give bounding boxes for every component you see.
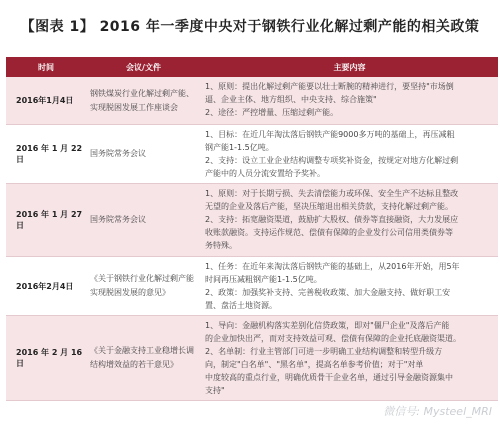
content-line: 2、政策：加强奖补支持、完善税收政策、加大金融支持、做好职工安 [205,288,451,297]
content-line: 支持" [205,386,225,395]
row-date: 2016 年 2 月 16 日 [16,348,83,368]
row-content [201,316,498,400]
table-row [6,77,498,125]
content-line: 无望的企业及落后产能，坚决压缩退出相关贷款，支持化解过剩产能。 [205,202,453,211]
table-row [6,257,498,316]
header-content: 主要内容 [333,62,366,72]
table-row [6,184,498,257]
content-line: 2、支持：设立工业企业结构调整专项奖补资金，按规定对地方化解过剩 [205,156,459,165]
row-date: 2016年2月4日 [16,281,74,291]
content-line: 中度较高的重点行业，明确优质骨干企业名单，通过引导金融资源集中 [205,373,453,382]
content-line: 2、名单制：行业主管部门可进一步明确工业结构调整和转型升级方 [205,347,443,356]
row-content [201,125,498,183]
table-row [6,316,498,401]
content-line: 产能中的人员分流安置给予奖补。 [205,169,325,178]
content-line: 向，制定"白名单"、"黑名单"，提高名单参考价值；对于"对单 [205,360,424,369]
watermark-text: 微信号: Mysteel_MRI [383,405,492,418]
content-line: 钢产能1-1.5亿吨。 [205,143,274,152]
row-content [201,184,498,256]
content-line: 务特殊。 [205,241,237,250]
content-line: 1、原则：对于长期亏损、失去清偿能力或环保、安全生产不达标且整改 [205,189,459,198]
row-content [201,257,498,315]
row-meeting: 钢铁煤炭行业化解过剩产能、实现脱困发展工作座谈会 [90,88,194,112]
row-date: 2016年1月4日 [16,96,74,105]
content-line: 逼、企业主体、地方组织、中央支持、综合施策" [205,95,377,104]
row-meeting: 《关于金融支持工业稳增长调结构增效益的若干意见》 [90,346,194,369]
content-line: 2、支持：拓宽融资渠道，鼓励扩大股权、债券等直接融资，大力发展应 [205,215,459,224]
content-line: 1、目标：在近几年淘汰落后钢铁产能9000多万吨的基础上，再压减粗 [205,130,455,139]
row-content [201,77,498,124]
policy-table [6,57,498,401]
row-meeting: 国务院常务会议 [90,149,146,158]
content-line: 的企业加快出严，而对支持效益可观、偿债有保障的企业托底融资渠道。 [205,334,461,343]
header-time: 时间 [38,62,54,72]
content-line: 置、盘活土地资源。 [205,301,277,310]
table-row [6,125,498,184]
header-meeting: 会议/文件 [126,62,161,72]
row-meeting: 国务院常务会议 [90,215,146,224]
table-header [6,57,498,77]
content-line: 2、途径：严控增量、压缩过剩产能。 [205,108,339,117]
content-line: 1、原则：提出化解过剩产能要以壮士断腕的精神进行，要坚持"市场倒 [205,82,454,91]
row-meeting: 《关于钢铁行业化解过剩产能实现脱困发展的意见》 [90,274,194,297]
row-date: 2016 年 1 月 22 日 [16,144,83,164]
content-line: 收账款融资。支持运作规范、偿债有保障的企业发行公司信用类债券等 [205,228,453,237]
content-line: 时间再压减粗钢产能1-1.5亿吨。 [205,275,322,284]
content-line: 1、导向：金融机构落实差别化信贷政策，即对"僵尸企业"及落后产能 [205,321,450,330]
row-date: 2016 年 1 月 27 日 [16,210,83,230]
content-line: 1、任务：在近年来淘汰落后钢铁产能的基础上，从2016年开始，用5年 [205,262,460,271]
page-title: 【图表 1】 2016 年一季度中央对于钢铁行业化解过剩产能的相关政策 [20,19,480,35]
